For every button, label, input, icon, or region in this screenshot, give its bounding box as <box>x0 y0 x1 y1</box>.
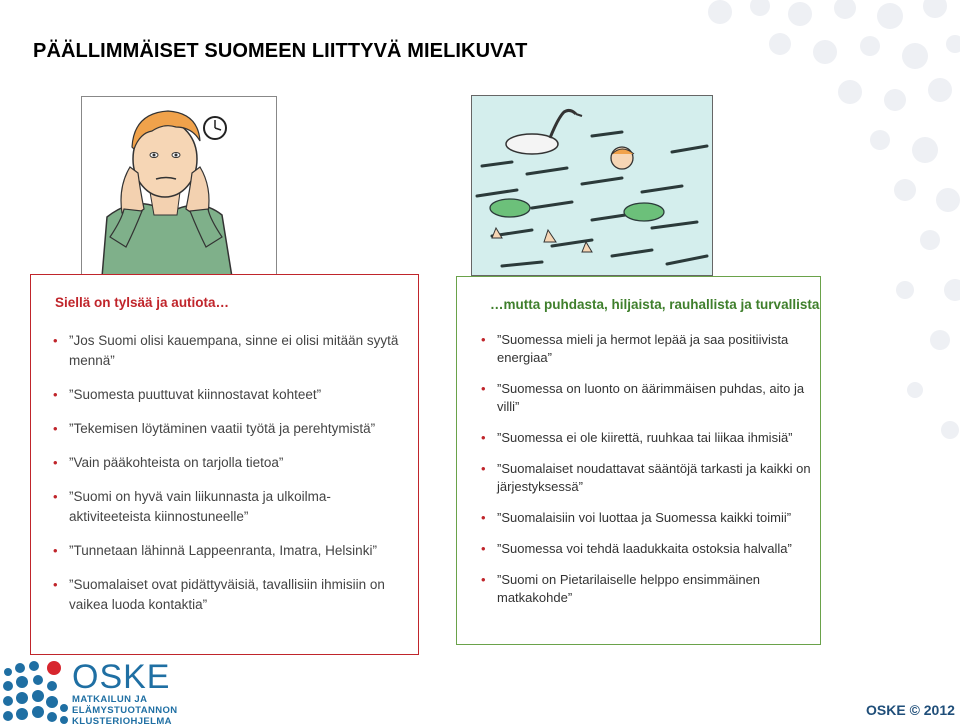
bullet-icon: • <box>481 461 486 476</box>
right-text-panel <box>456 276 821 645</box>
logo-subtitle-line: ELÄMYSTUOTANNON <box>72 705 178 716</box>
lake-swan-illustration <box>471 95 713 276</box>
list-item: • ”Tunnetaan lähinnä Lappeenranta, Imatra, Helsinki” <box>49 541 399 561</box>
logo-subtitle-line: MATKAILUN JA <box>72 694 148 705</box>
list-item: • ”Jos Suomi olisi kauempana, sinne ei olisi mitään syytä mennä” <box>53 333 399 368</box>
list-item: • ”Suomalaiset noudattavat sääntöjä tarkasti ja kaikki on järjestyksessä” <box>481 461 811 494</box>
list-item: • ”Suomessa voi tehdä laadukkaita ostoksia halvalla” <box>481 541 792 556</box>
bullet-icon: • <box>53 489 58 504</box>
logo-name: OSKE <box>72 658 171 696</box>
right-panel-heading: …mutta puhdasta, hiljaista, rauhallista ja turvallista <box>490 297 820 312</box>
list-item: • ”Suomesta puuttuvat kiinnostavat kohteet” <box>49 385 399 405</box>
page-title: PÄÄLLIMMÄISET SUOMEEN LIITTYVÄ MIELIKUVAT <box>33 40 528 62</box>
list-item: • ”Suomi on Pietarilaiselle helppo ensimmäinen matkakohde” <box>481 572 761 605</box>
list-item: • ”Tekemisen löytäminen vaatii työtä ja perehtymistä” <box>49 419 399 439</box>
bullet-icon: • <box>53 455 58 470</box>
bullet-icon: • <box>53 577 58 592</box>
bullet-icon: • <box>53 333 58 348</box>
list-item: • ”Suomi on hyvä vain liikunnasta ja ulkoilma-aktiviteeteista kiinnostuneelle” <box>53 489 331 524</box>
left-panel-heading: Siellä on tylsää ja autiota… <box>55 295 230 310</box>
list-item: • ”Suomessa on luonto on äärimmäisen puhdas, aito ja villi” <box>481 381 805 414</box>
right-bullet-list <box>477 331 817 620</box>
bullet-icon: • <box>53 387 58 402</box>
bullet-icon: • <box>481 381 486 396</box>
bullet-icon: • <box>481 541 486 556</box>
bullet-icon: • <box>53 421 58 436</box>
bullet-icon: • <box>53 543 58 558</box>
bullet-icon: • <box>481 332 486 347</box>
oske-logo <box>72 660 178 727</box>
bullet-icon: • <box>481 572 486 587</box>
left-bullet-list <box>49 331 399 629</box>
bored-man-illustration <box>81 96 277 278</box>
list-item: • ”Vain pääkohteista on tarjolla tietoa” <box>49 453 399 473</box>
list-item: • ”Suomessa mieli ja hermot lepää ja saa positiivista energiaa” <box>481 332 789 365</box>
left-text-panel <box>30 274 419 655</box>
list-item: • ”Suomessa ei ole kiirettä, ruuhkaa tai liikaa ihmisiä” <box>481 430 793 445</box>
list-item: • ”Suomalaisiin voi luottaa ja Suomessa kaikki toimii” <box>481 510 792 525</box>
bullet-icon: • <box>481 430 486 445</box>
bullet-icon: • <box>481 510 486 525</box>
footer-copyright: OSKE © 2012 <box>866 702 955 718</box>
list-item: • ”Suomalaiset ovat pidättyväisiä, tavallisiin ihmisiin on vaikea luoda kontaktia” <box>53 577 385 612</box>
logo-subtitle-line: KLUSTERIOHJELMA <box>72 716 172 727</box>
